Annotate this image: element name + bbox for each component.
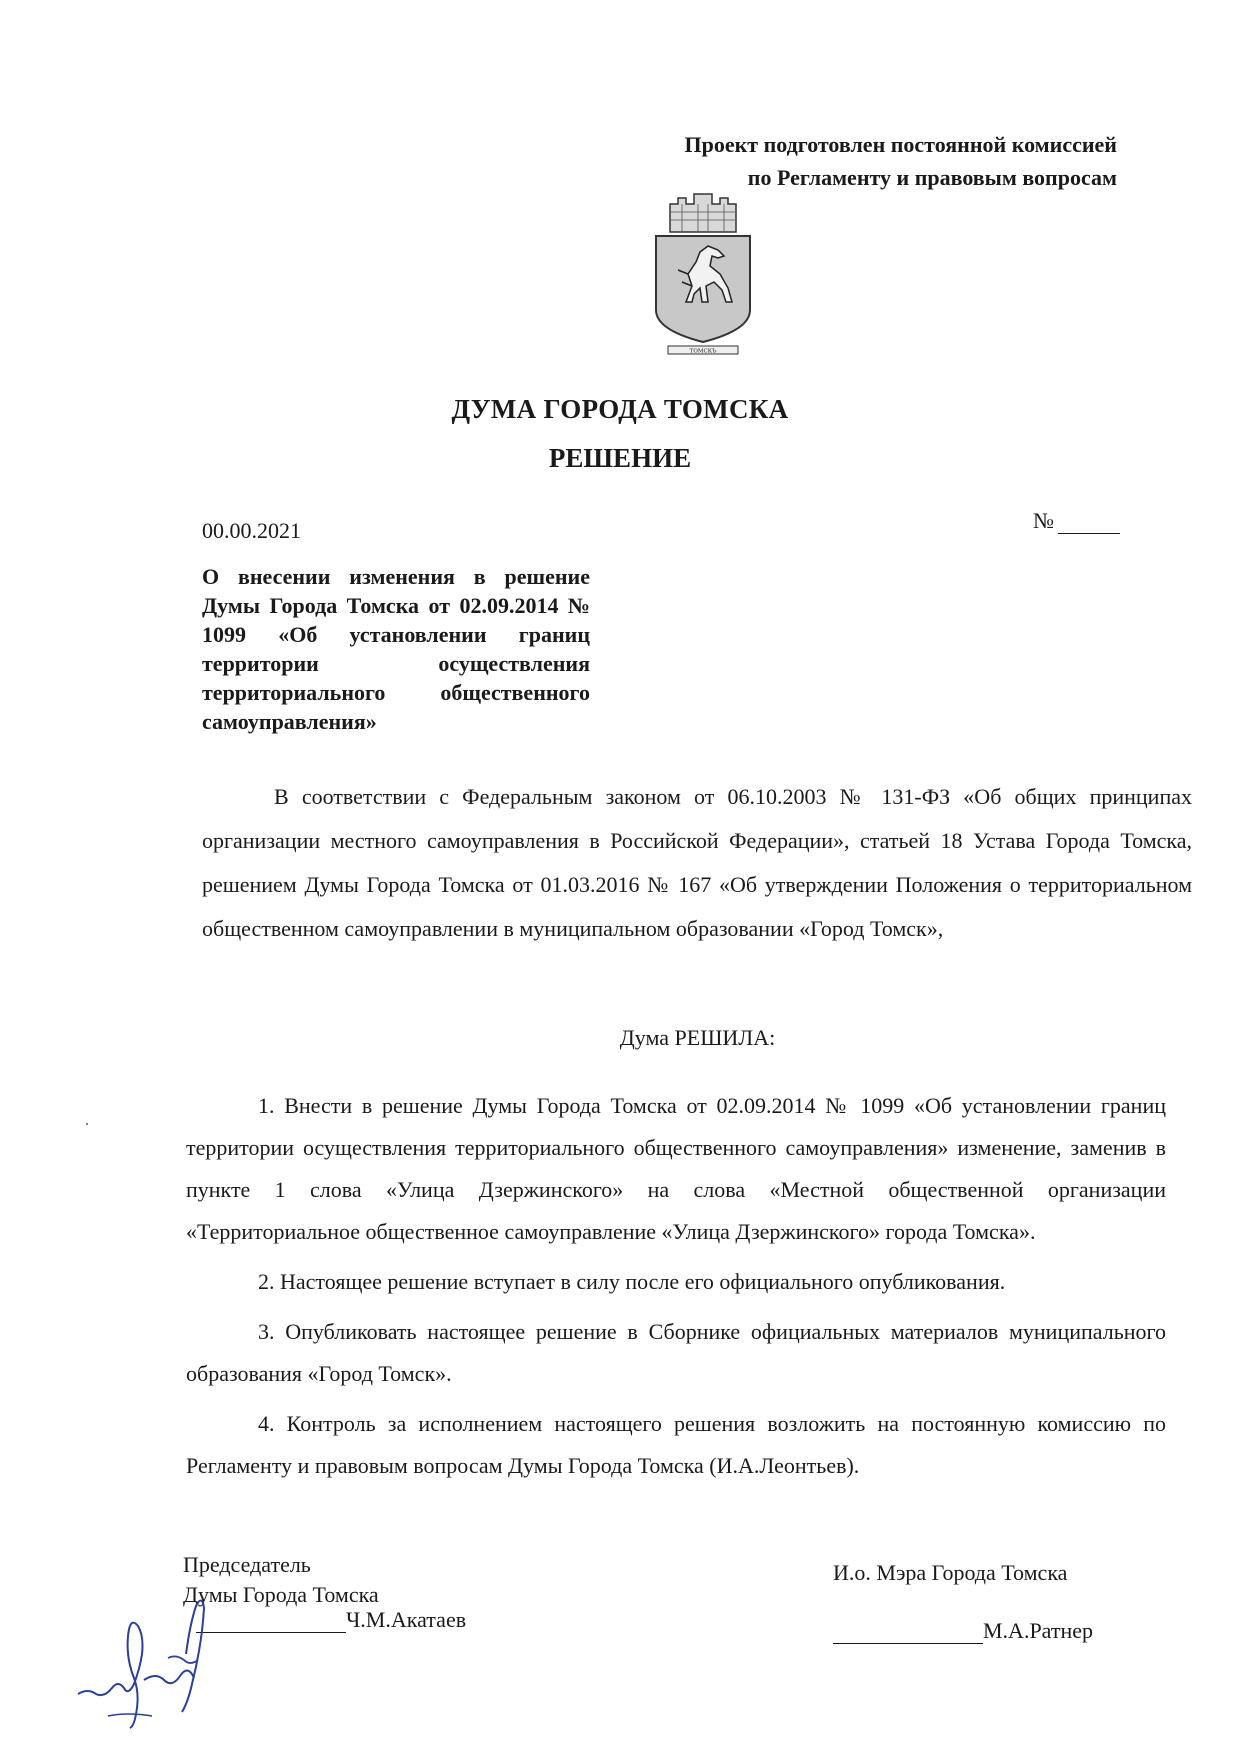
left-signatory-title-line-2: Думы Города Томска (183, 1582, 379, 1607)
left-signature-line (196, 1608, 346, 1633)
number-blank (1058, 511, 1120, 534)
left-signatory-title-line-1: Председатель (183, 1552, 311, 1577)
tomsk-coat-of-arms-icon (648, 190, 758, 358)
decision-item-1: 1. Внести в решение Думы Города Томска от 02.09.2014 № 1099 «Об установлении границ территории осуществления территориального общественного самоуправления» изменение, заменив в пункте 1 слова «Улица Дзержинского» на слова «Местной общественной организации «Территориальное общественное самоуправление «Улица Дзержинского» города Томска». (186, 1093, 1166, 1244)
preamble-paragraph: В соответствии с Федеральным законом от 06.10.2003 № 131-ФЗ «Об общих принципах организации местного самоуправления в Российской Федерации», статьей 18 Устава Города Томска, решением Думы Города Томска от 01.03.2016 № 167 «Об утверждении Положения о территориальном общественном самоуправлении в муниципальном образовании «Город Томск», (202, 784, 1192, 941)
decision-item-4: 4. Контроль за исполнением настоящего решения возложить на постоянную комиссию по Регламенту и правовым вопросам Думы Города Томска (И.А.Леонтьев). (186, 1411, 1166, 1478)
right-signatory-name-line (833, 1618, 1093, 1644)
left-signatory-name: Ч.М.Акатаев (346, 1607, 467, 1632)
svg-text:ТОМСКЪ: ТОМСКЪ (689, 348, 717, 355)
handwritten-signature (68, 1584, 218, 1734)
decision-items (186, 1085, 1166, 1495)
right-signatory-title: И.о. Мэра Города Томска (833, 1560, 1068, 1585)
prepared-by-line-1: Проект подготовлен постоянной комиссией (684, 132, 1117, 157)
decision-item-2: 2. Настоящее решение вступает в силу после его официального опубликования. (258, 1269, 1006, 1294)
document-number (1033, 508, 1120, 534)
left-signatory-name-line (196, 1607, 466, 1633)
right-signature-line (833, 1619, 983, 1644)
prepared-by-line-2: по Регламенту и правовым вопросам (747, 165, 1117, 190)
prepared-by-note (684, 128, 1117, 194)
organization-title: ДУМА ГОРОДА ТОМСКА (451, 394, 789, 424)
document-type: РЕШЕНИЕ (548, 443, 692, 473)
right-signatory-name: М.А.Ратнер (983, 1618, 1094, 1643)
decision-heading: Дума РЕШИЛА: (619, 1025, 776, 1050)
decision-item-3: 3. Опубликовать настоящее решение в Сборнике официальных материалов муниципального образования «Город Томск». (186, 1319, 1166, 1386)
document-date: 00.00.2021 (202, 518, 301, 543)
margin-mark (86, 1123, 88, 1125)
document-subject: О внесении изменения в решение Думы Города Томска от 02.09.2014 № 1099 «Об установлении границ территории осуществления территориального общественного самоуправления» (202, 564, 590, 734)
number-label: № (1033, 508, 1054, 533)
